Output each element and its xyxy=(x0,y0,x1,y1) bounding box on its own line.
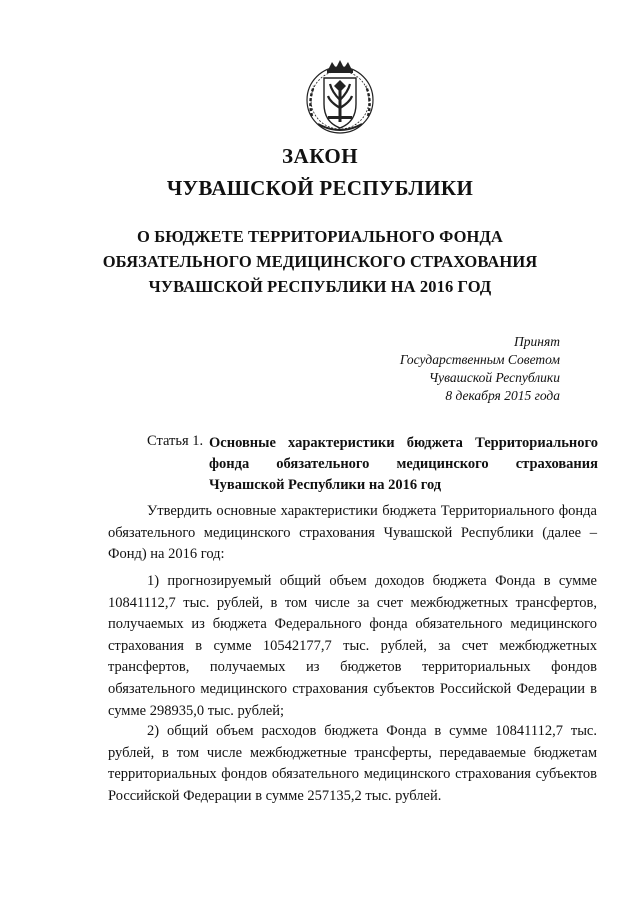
republic-title: ЧУВАШСКОЙ РЕСПУБЛИКИ xyxy=(166,176,474,200)
law-subtitle-line-3: ЧУВАШСКОЙ РЕСПУБЛИКИ НА 2016 ГОД xyxy=(148,277,492,296)
article-paragraph-revenue: 1) прогнозируемый общий объем доходов бюджета Фонда в сумме 10841112,7 тыс. рублей, в том числе за счет межбюджетных трансфертов, получаемых из бюджета Федерального фонда обязательного медицинского страхования в сумме 10542177,7 тыс. рублей, за счет межбюджетных трансфертов, получаемых из бюджетов территориальных фондов обязательного медицинского страхования субъектов Российской Федерации в сумме 298935,0 тыс. рублей; xyxy=(108,573,597,719)
adoption-note-line-3: Чувашской Республики xyxy=(428,370,560,385)
law-subtitle-line-2: ОБЯЗАТЕЛЬНОГО МЕДИЦИНСКОГО СТРАХОВАНИЯ xyxy=(102,252,538,271)
law-subtitle-line-1: О БЮДЖЕТЕ ТЕРРИТОРИАЛЬНОГО ФОНДА xyxy=(137,227,503,246)
document-type-title: ЗАКОН xyxy=(281,144,359,168)
article-label: Статья 1. xyxy=(147,433,204,449)
article-title: Основные характеристики бюджета Территориального фонда обязательного медицинского страхования Чувашской Республики на 2016 год xyxy=(209,435,598,493)
adoption-note-line-2: Государственным Советом xyxy=(399,352,560,367)
chuvash-coat-of-arms-icon xyxy=(302,56,378,136)
article-paragraph-expenses: 2) общий объем расходов бюджета Фонда в сумме 10841112,7 тыс. рублей, в том числе межбюджетные трансферты, передаваемые бюджетам территориальных фондов обязательного медицинского страхования субъектов Российской Федерации в сумме 257135,2 тыс. рублей. xyxy=(108,723,597,804)
article-paragraph-intro: Утвердить основные характеристики бюджета Территориального фонда обязательного медицинского страхования Чувашской Республики (далее – Фонд) на 2016 год: xyxy=(108,503,597,563)
adoption-note-line-1: Принят xyxy=(514,334,560,349)
adoption-date: 8 декабря 2015 года xyxy=(445,388,560,403)
